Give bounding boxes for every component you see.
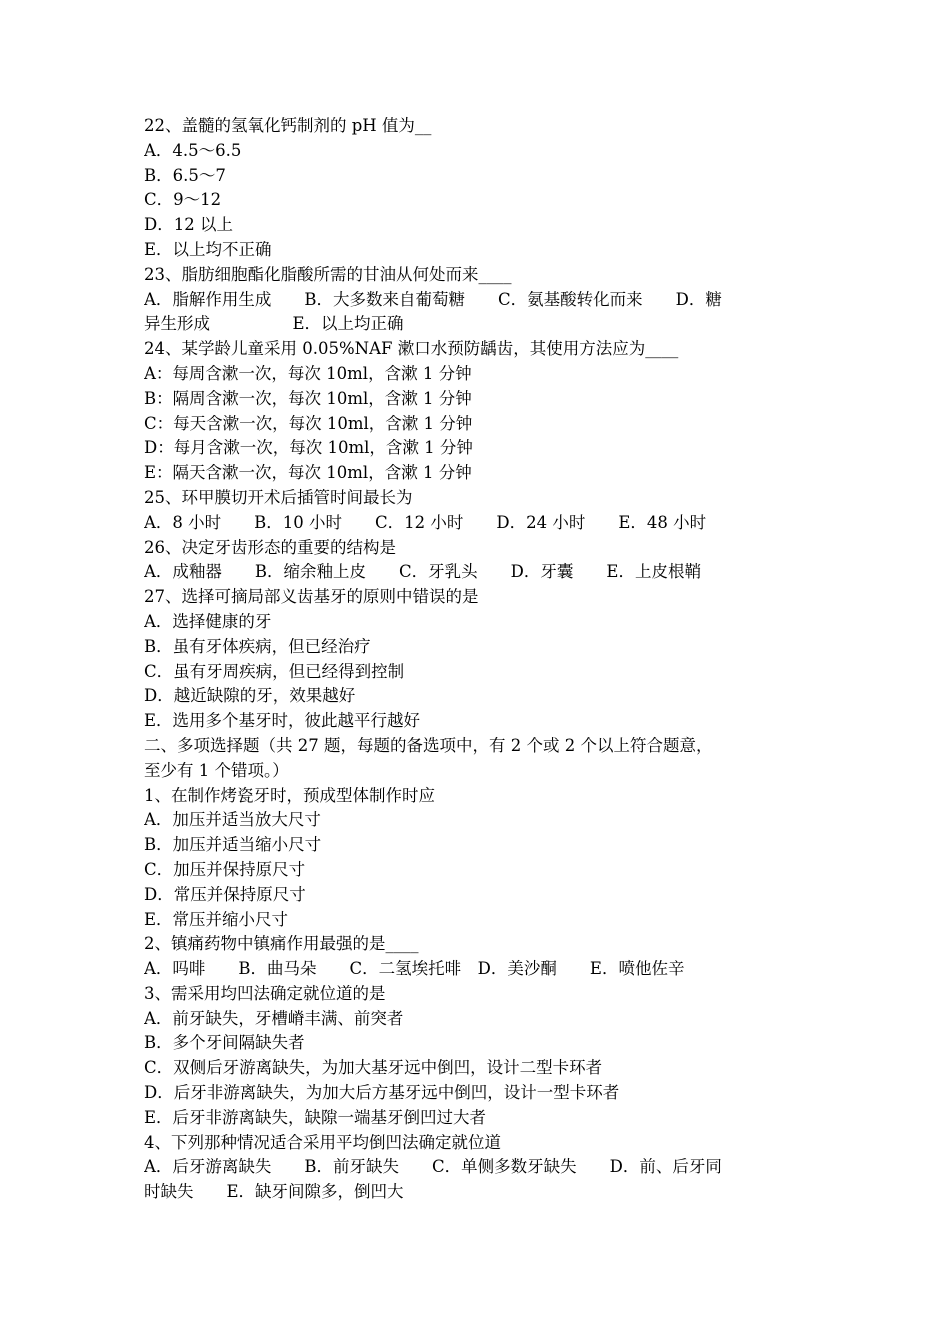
question-26-stem: 26、决定牙齿形态的重要的结构是: [144, 537, 396, 557]
q23-options-line-1: A．脂解作用生成 B．大多数来自葡萄糖 C．氨基酸转化而来 D．糖: [144, 289, 722, 309]
mc-question-2-stem: 2、镇痛药物中镇痛作用最强的是____: [144, 934, 419, 954]
question-25-stem: 25、环甲膜切开术后插管时间最长为: [144, 487, 413, 507]
section-2-heading-line-2: 至少有 1 个错项。）: [144, 760, 289, 780]
q22-option-b: B．6.5～7: [144, 165, 226, 185]
document-page: [144, 114, 814, 1205]
mc1-option-a: A．加压并适当放大尺寸: [144, 810, 321, 830]
q27-option-e: E．选用多个基牙时，彼此越平行越好: [144, 711, 421, 731]
q22-option-a: A．4.5～6.5: [144, 140, 242, 160]
section-2-heading-line-1: 二、多项选择题（共 27 题，每题的备选项中，有 2 个或 2 个以上符合题意，: [144, 735, 713, 755]
mc3-option-a: A．前牙缺失，牙槽嵴丰满、前突者: [144, 1008, 404, 1028]
q27-option-d: D．越近缺隙的牙，效果越好: [144, 686, 356, 706]
q27-option-c: C．虽有牙周疾病，但已经得到控制: [144, 661, 405, 681]
q26-options: A．成釉器 B．缩余釉上皮 C．牙乳头 D．牙囊 E．上皮根鞘: [144, 562, 701, 582]
mc3-option-c: C．双侧后牙游离缺失，为加大基牙远中倒凹，设计二型卡环者: [144, 1058, 603, 1078]
question-27-stem: 27、选择可摘局部义齿基牙的原则中错误的是: [144, 587, 479, 607]
q24-option-e: E：隔天含漱一次，每次 10ml，含漱 1 分钟: [144, 463, 472, 483]
mc1-option-c: C．加压并保持原尺寸: [144, 859, 306, 879]
q24-option-c: C：每天含漱一次，每次 10ml，含漱 1 分钟: [144, 413, 473, 433]
question-22-stem: 22、盖髓的氢氧化钙制剂的 pH 值为__: [144, 116, 432, 135]
q27-option-a: A．选择健康的牙: [144, 611, 272, 631]
mc-question-1-stem: 1、在制作烤瓷牙时，预成型体制作时应: [144, 785, 435, 805]
mc-question-3-stem: 3、需采用均凹法确定就位道的是: [144, 983, 386, 1003]
mc-question-4-stem: 4、下列那种情况适合采用平均倒凹法确定就位道: [144, 1132, 501, 1152]
mc4-options-line-1: A．后牙游离缺失 B．前牙缺失 C．单侧多数牙缺失 D．前、后牙同: [144, 1157, 722, 1177]
q22-option-d: D．12 以上: [144, 215, 233, 235]
mc4-options-line-2: 时缺失 E．缺牙间隙多，倒凹大: [144, 1182, 404, 1202]
q24-option-a: A：每周含漱一次，每次 10ml，含漱 1 分钟: [144, 363, 472, 383]
q25-options: A．8 小时 B．10 小时 C．12 小时 D．24 小时 E．48 小时: [144, 512, 707, 532]
q24-option-b: B：隔周含漱一次，每次 10ml，含漱 1 分钟: [144, 388, 472, 408]
q23-options-line-2: 异生形成 E．以上均正确: [144, 314, 404, 334]
question-23-stem: 23、脂肪细胞酯化脂酸所需的甘油从何处而来____: [144, 264, 512, 284]
mc3-option-e: E．后牙非游离缺失，缺隙一端基牙倒凹过大者: [144, 1107, 487, 1127]
q22-option-e: E．以上均不正确: [144, 239, 272, 259]
mc1-option-d: D．常压并保持原尺寸: [144, 884, 306, 904]
mc2-options: A．吗啡 B．曲马朵 C．二氢埃托啡 D．美沙酮 E．喷他佐辛: [144, 959, 685, 979]
mc1-option-b: B．加压并适当缩小尺寸: [144, 835, 322, 855]
question-24-stem: 24、某学龄儿童采用 0.05%NAF 漱口水预防龋齿，其使用方法应为____: [144, 339, 679, 359]
q22-option-c: C．9～12: [144, 190, 222, 210]
mc3-option-b: B．多个牙间隔缺失者: [144, 1033, 305, 1053]
mc1-option-e: E．常压并缩小尺寸: [144, 909, 289, 929]
q24-option-d: D：每月含漱一次，每次 10ml，含漱 1 分钟: [144, 438, 473, 458]
mc3-option-d: D．后牙非游离缺失，为加大后方基牙远中倒凹，设计一型卡环者: [144, 1083, 620, 1103]
q27-option-b: B．虽有牙体疾病，但已经治疗: [144, 636, 371, 656]
